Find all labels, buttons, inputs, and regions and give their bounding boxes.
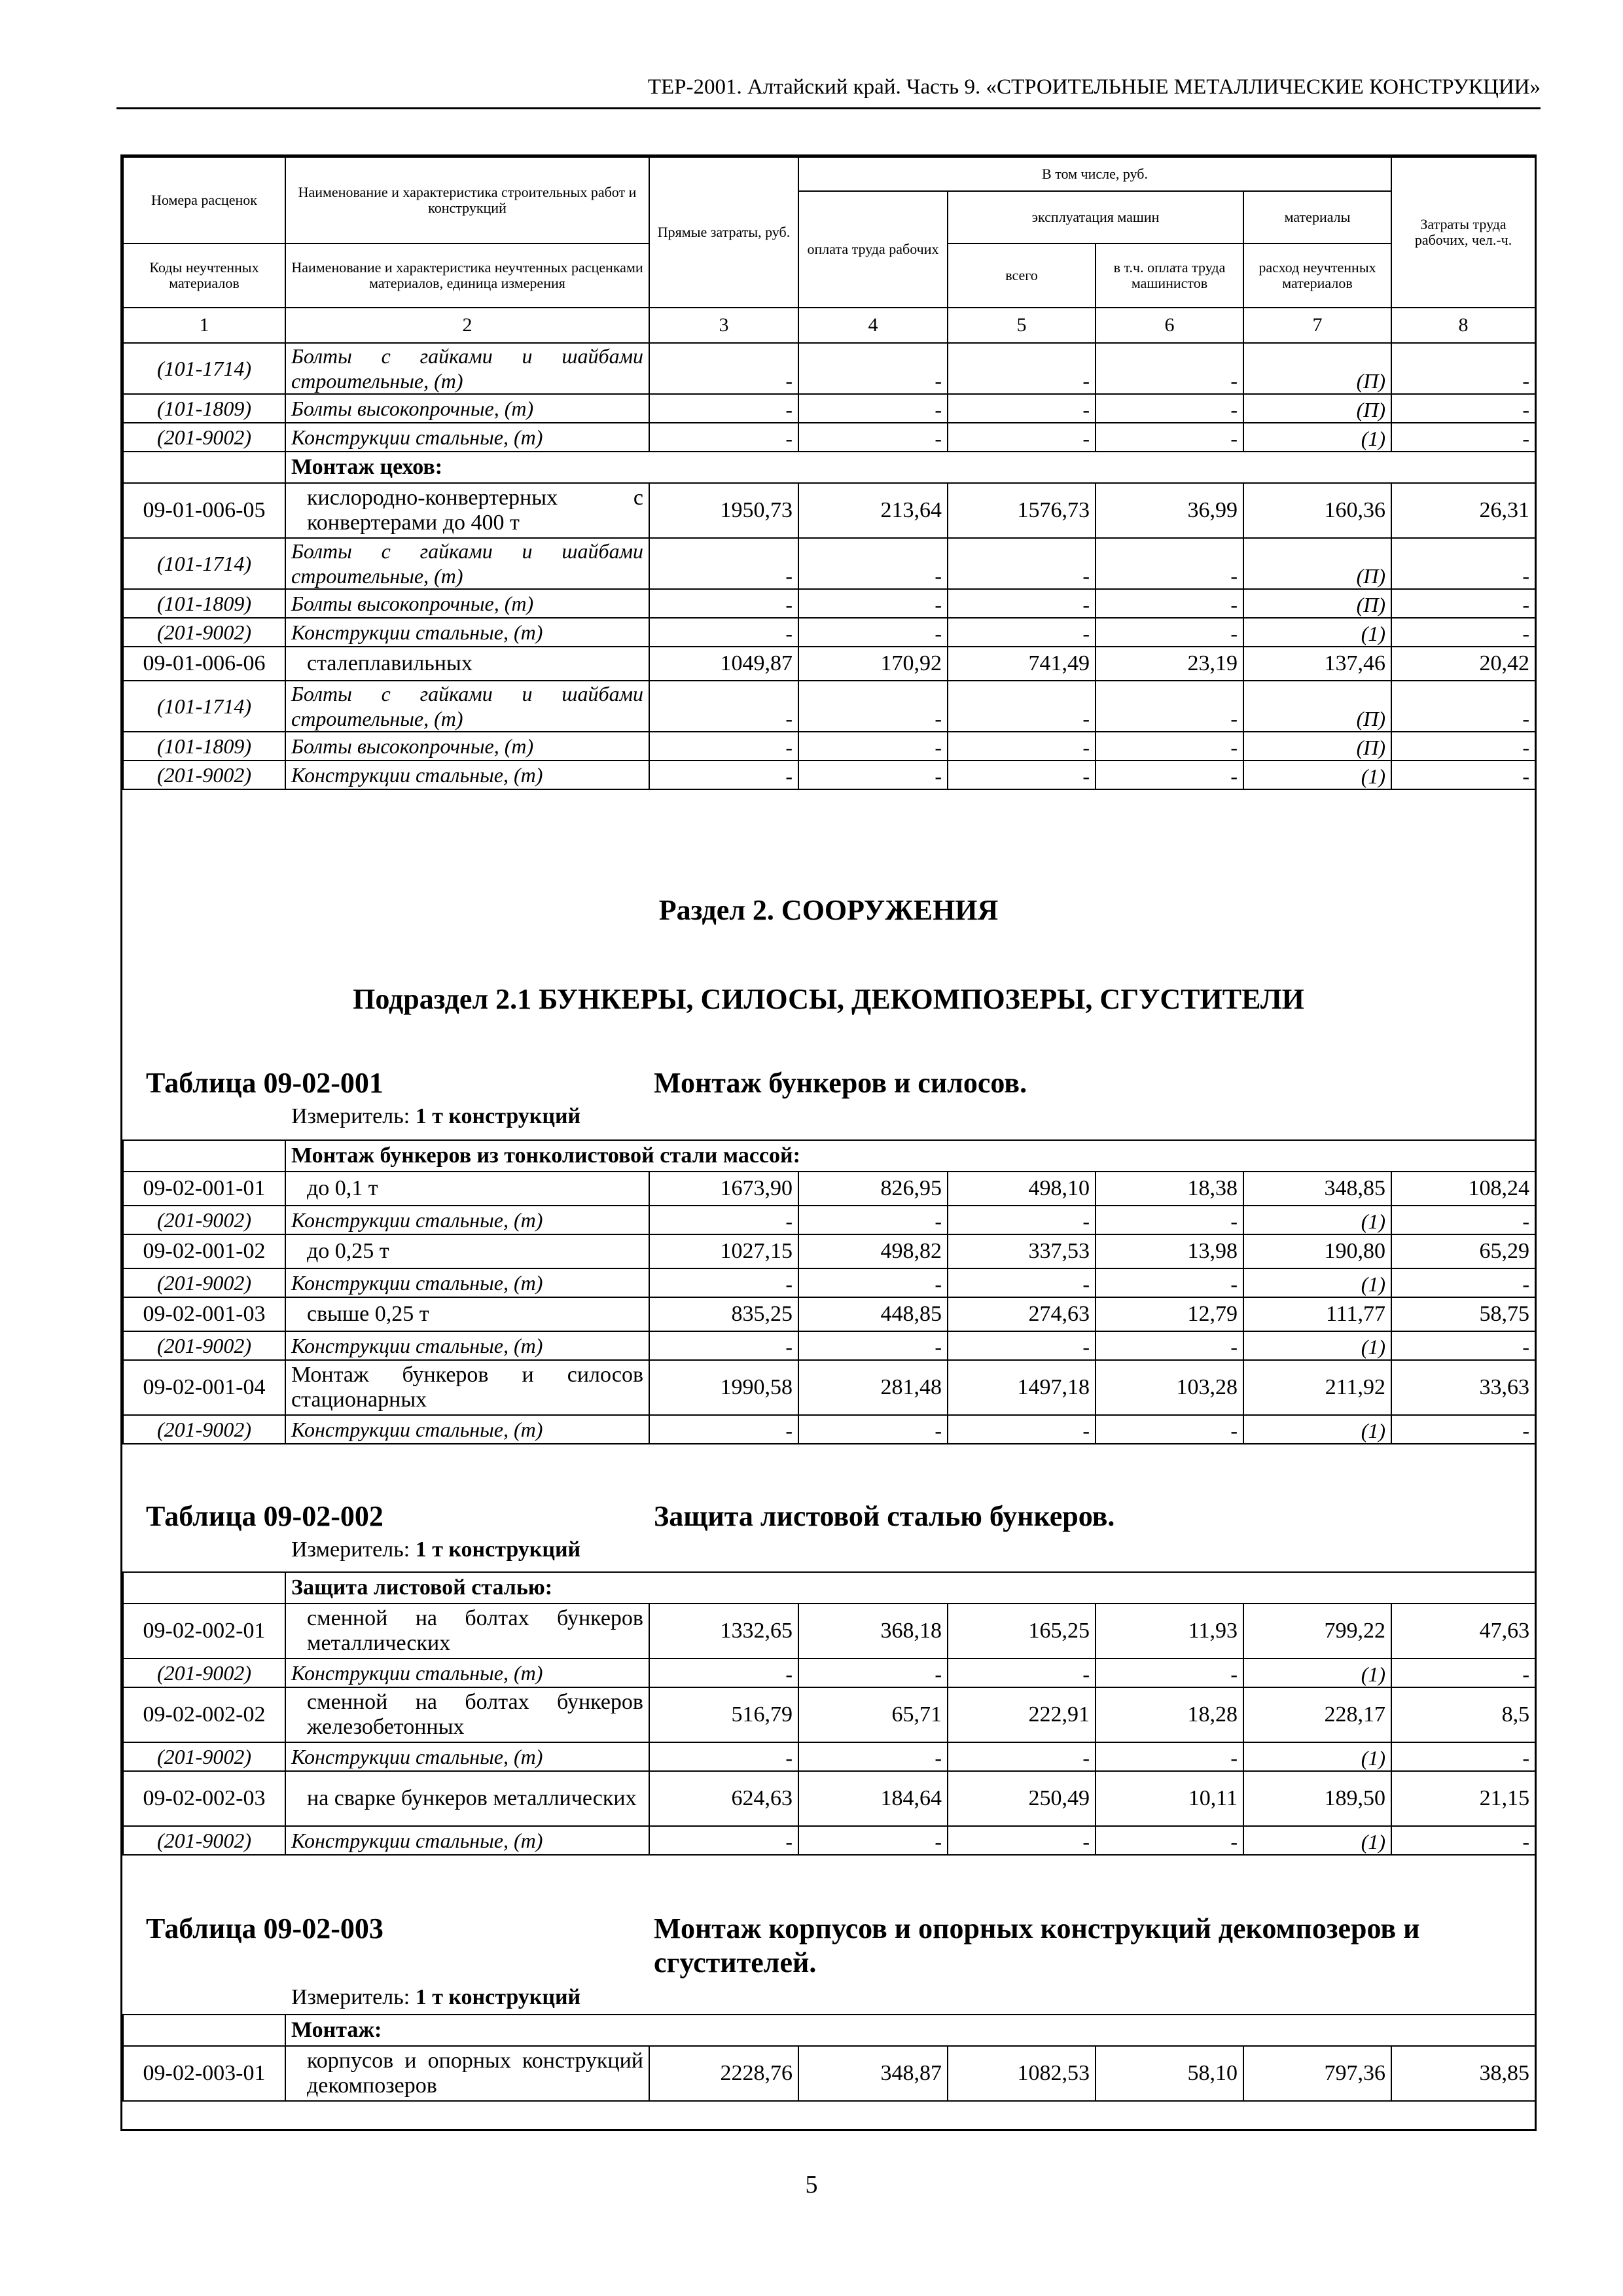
rate-code: 09-02-002-01 <box>123 1604 285 1659</box>
group-heading: Монтаж бункеров из тонколистовой стали массой: <box>285 1140 1535 1172</box>
col-number: 8 <box>1391 308 1535 343</box>
rate-code: 09-02-001-02 <box>123 1234 285 1268</box>
work-name: Монтаж бункеров и силосов стационарных <box>285 1360 649 1415</box>
material-row <box>123 732 1535 761</box>
group-heading-row <box>123 452 1535 483</box>
rate-code: 09-02-003-01 <box>123 2046 285 2101</box>
machines-total-cell: 1082,53 <box>948 2046 1096 2101</box>
col8-header: Затраты труда рабочих, чел.-ч. <box>1391 157 1535 308</box>
material-name: Конструкции стальные, (т) <box>285 1206 649 1234</box>
direct-cost-cell: 2228,76 <box>649 2046 798 2101</box>
measure-unit <box>291 1537 580 1562</box>
material-code: (101-1714) <box>123 343 285 394</box>
rate-code: 09-01-006-06 <box>123 647 285 681</box>
materials-cost-cell: (П) <box>1243 589 1391 618</box>
machinists-labor-cell: - <box>1096 1331 1243 1360</box>
direct-cost-cell: 835,25 <box>649 1297 798 1331</box>
labor-hours-cell: - <box>1391 732 1535 761</box>
empty-cell <box>123 1572 285 1604</box>
labor-cost-cell: - <box>798 1206 948 1234</box>
direct-cost-cell: 1950,73 <box>649 483 798 538</box>
col-number: 5 <box>948 308 1096 343</box>
col3-header: Прямые затраты, руб. <box>649 157 798 308</box>
labor-hours-cell: 65,29 <box>1391 1234 1535 1268</box>
labor-hours-cell: - <box>1391 343 1535 394</box>
direct-cost-cell: - <box>649 423 798 452</box>
machinists-labor-cell: 11,93 <box>1096 1604 1243 1659</box>
col2-header-bottom: Наименование и характеристика неучтенных расценками материалов, единица измерения <box>285 243 649 308</box>
labor-cost-cell: - <box>798 1659 948 1687</box>
machinists-labor-cell: 58,10 <box>1096 2046 1243 2101</box>
materials-cost-cell: 228,17 <box>1243 1687 1391 1742</box>
col-number: 1 <box>123 308 285 343</box>
labor-cost-cell: 213,64 <box>798 483 948 538</box>
material-name: Конструкции стальные, (т) <box>285 1826 649 1855</box>
machines-total-cell: - <box>948 732 1096 761</box>
labor-cost-cell: - <box>798 589 948 618</box>
labor-cost-cell: - <box>798 1826 948 1855</box>
rate-code: 09-02-001-01 <box>123 1172 285 1206</box>
labor-hours-cell: - <box>1391 423 1535 452</box>
material-row <box>123 538 1535 589</box>
rates-sheet <box>120 154 1537 2131</box>
machinists-labor-cell: - <box>1096 589 1243 618</box>
table-number: Таблица 09-02-001 <box>146 1067 383 1099</box>
machinists-labor-cell: - <box>1096 1206 1243 1234</box>
machinists-labor-cell: 18,38 <box>1096 1172 1243 1206</box>
labor-cost-cell: - <box>798 394 948 423</box>
labor-hours-cell: - <box>1391 1826 1535 1855</box>
col-number: 4 <box>798 308 948 343</box>
labor-cost-cell: - <box>798 1742 948 1771</box>
labor-cost-cell: 184,64 <box>798 1771 948 1826</box>
rate-code: 09-02-001-04 <box>123 1360 285 1415</box>
labor-hours-cell: - <box>1391 681 1535 732</box>
labor-hours-cell: 8,5 <box>1391 1687 1535 1742</box>
labor-cost-cell: 368,18 <box>798 1604 948 1659</box>
labor-hours-cell: 108,24 <box>1391 1172 1535 1206</box>
material-code: (101-1714) <box>123 681 285 732</box>
materials-cost-cell: (1) <box>1243 761 1391 789</box>
materials-cost-cell: (П) <box>1243 681 1391 732</box>
material-row <box>123 1659 1535 1687</box>
material-name: Болты высокопрочные, (т) <box>285 732 649 761</box>
material-row <box>123 1268 1535 1297</box>
machines-total-cell: - <box>948 1826 1096 1855</box>
machines-total-cell: 222,91 <box>948 1687 1096 1742</box>
machinists-labor-cell: - <box>1096 1742 1243 1771</box>
material-code: (101-1809) <box>123 732 285 761</box>
direct-cost-cell: 1027,15 <box>649 1234 798 1268</box>
labor-cost-cell: - <box>798 1268 948 1297</box>
materials-cost-cell: 348,85 <box>1243 1172 1391 1206</box>
machines-total-cell: - <box>948 394 1096 423</box>
empty-cell <box>123 2015 285 2046</box>
empty-cell <box>123 452 285 483</box>
material-row <box>123 589 1535 618</box>
labor-hours-cell: - <box>1391 1331 1535 1360</box>
labor-cost-cell: - <box>798 538 948 589</box>
labor-cost-cell: - <box>798 423 948 452</box>
running-header <box>116 71 1541 109</box>
labor-hours-cell: - <box>1391 761 1535 789</box>
materials-cost-cell: 137,46 <box>1243 647 1391 681</box>
material-name: Болты с гайками и шайбами строительные, (т) <box>285 538 649 589</box>
work-name: до 0,25 т <box>285 1234 649 1268</box>
work-name: кислородно-конвертерных с конвертерами до 400 т <box>285 483 649 538</box>
col-number: 2 <box>285 308 649 343</box>
materials-cost-cell: 797,36 <box>1243 2046 1391 2101</box>
material-row <box>123 1415 1535 1444</box>
labor-hours-cell: - <box>1391 1742 1535 1771</box>
materials-cost-cell: (1) <box>1243 1268 1391 1297</box>
material-code: (201-9002) <box>123 1268 285 1297</box>
machines-total-cell: 250,49 <box>948 1771 1096 1826</box>
material-row <box>123 423 1535 452</box>
direct-cost-cell: 1049,87 <box>649 647 798 681</box>
material-name: Болты с гайками и шайбами строительные, (т) <box>285 681 649 732</box>
rate-row <box>123 1297 1535 1331</box>
col1-header-bottom: Коды неучтенных материалов <box>123 243 285 308</box>
direct-cost-cell: - <box>649 1415 798 1444</box>
machinists-labor-cell: 12,79 <box>1096 1297 1243 1331</box>
machines-total-cell: - <box>948 761 1096 789</box>
material-code: (201-9002) <box>123 618 285 647</box>
machinists-labor-cell: - <box>1096 1826 1243 1855</box>
table-number: Таблица 09-02-003 <box>146 1912 383 1945</box>
machines-total-cell: 498,10 <box>948 1172 1096 1206</box>
machinists-labor-cell: - <box>1096 1659 1243 1687</box>
direct-cost-cell: - <box>649 538 798 589</box>
materials-cost-cell: (1) <box>1243 423 1391 452</box>
measure-label: Измеритель: <box>291 1104 410 1128</box>
measure-unit <box>291 1104 580 1129</box>
labor-hours-cell: - <box>1391 589 1535 618</box>
material-row <box>123 1206 1535 1234</box>
material-name: Конструкции стальные, (т) <box>285 1268 649 1297</box>
labor-cost-cell: - <box>798 732 948 761</box>
measure-value: 1 т конструкций <box>415 1537 581 1562</box>
work-name: корпусов и опорных конструкций декомпозеров <box>285 2046 649 2101</box>
labor-cost-cell: 281,48 <box>798 1360 948 1415</box>
direct-cost-cell: - <box>649 1659 798 1687</box>
materials-cost-cell: 111,77 <box>1243 1297 1391 1331</box>
material-row <box>123 394 1535 423</box>
column-numbers-row <box>123 308 1535 343</box>
work-name: сменной на болтах бункеров железобетонных <box>285 1687 649 1742</box>
machines-total-cell: - <box>948 538 1096 589</box>
labor-cost-cell: 65,71 <box>798 1687 948 1742</box>
direct-cost-cell: - <box>649 394 798 423</box>
direct-cost-cell: - <box>649 1206 798 1234</box>
rates-table-09-02-003 <box>122 2014 1536 2102</box>
labor-cost-cell: 170,92 <box>798 647 948 681</box>
machinists-labor-cell: 13,98 <box>1096 1234 1243 1268</box>
labor-cost-cell: - <box>798 343 948 394</box>
material-row <box>123 1826 1535 1855</box>
labor-hours-cell: - <box>1391 538 1535 589</box>
group-heading: Монтаж цехов: <box>285 452 1535 483</box>
materials-cost-cell: (1) <box>1243 1742 1391 1771</box>
machines-total-cell: - <box>948 1659 1096 1687</box>
work-name: на сварке бункеров металлических <box>285 1771 649 1826</box>
rate-code: 09-01-006-05 <box>123 483 285 538</box>
labor-hours-cell: 33,63 <box>1391 1360 1535 1415</box>
work-name: сталеплавильных <box>285 647 649 681</box>
group-heading-row <box>123 2015 1535 2046</box>
direct-cost-cell: 1990,58 <box>649 1360 798 1415</box>
materials-cost-cell: (П) <box>1243 538 1391 589</box>
materials-cost-cell: (1) <box>1243 1331 1391 1360</box>
machinists-labor-cell: 10,11 <box>1096 1771 1243 1826</box>
machines-total-cell: - <box>948 423 1096 452</box>
machinists-labor-cell: 23,19 <box>1096 647 1243 681</box>
material-name: Конструкции стальные, (т) <box>285 1742 649 1771</box>
materials-cost-cell: (1) <box>1243 1206 1391 1234</box>
rate-row <box>123 1234 1535 1268</box>
rates-table-09-02-002 <box>122 1571 1536 1856</box>
material-code: (101-1809) <box>123 394 285 423</box>
group-heading-row <box>123 1572 1535 1604</box>
machines-header: эксплуатация машин <box>948 191 1243 243</box>
material-name: Конструкции стальные, (т) <box>285 761 649 789</box>
rate-row <box>123 1687 1535 1742</box>
material-name: Болты высокопрочные, (т) <box>285 394 649 423</box>
materials-cost-cell: (1) <box>1243 1659 1391 1687</box>
labor-cost-cell: 448,85 <box>798 1297 948 1331</box>
including-header: В том числе, руб. <box>798 157 1391 191</box>
labor-hours-cell: 20,42 <box>1391 647 1535 681</box>
col-number: 7 <box>1243 308 1391 343</box>
rate-row <box>123 483 1535 538</box>
labor-cost-cell: - <box>798 761 948 789</box>
materials-cost-cell: (П) <box>1243 732 1391 761</box>
materials-cost-cell: (1) <box>1243 1415 1391 1444</box>
material-row <box>123 618 1535 647</box>
material-name: Болты с гайками и шайбами строительные, (т) <box>285 343 649 394</box>
machinists-labor-cell: - <box>1096 343 1243 394</box>
machines-total-cell: 274,63 <box>948 1297 1096 1331</box>
material-name: Конструкции стальные, (т) <box>285 1331 649 1360</box>
labor-hours-cell: - <box>1391 1268 1535 1297</box>
work-name: свыше 0,25 т <box>285 1297 649 1331</box>
labor-cost-cell: 498,82 <box>798 1234 948 1268</box>
machinists-labor-cell: - <box>1096 538 1243 589</box>
measure-label: Измеритель: <box>291 1537 410 1562</box>
material-code: (201-9002) <box>123 1742 285 1771</box>
subsection-title: Подраздел 2.1 БУНКЕРЫ, СИЛОСЫ, ДЕКОМПОЗЕРЫ, СГУСТИТЕЛИ <box>353 983 1304 1015</box>
labor-hours-cell: 58,75 <box>1391 1297 1535 1331</box>
machinists-labor-cell: - <box>1096 681 1243 732</box>
group-heading-row <box>123 1140 1535 1172</box>
direct-cost-cell: - <box>649 1826 798 1855</box>
materials-cost-cell: 211,92 <box>1243 1360 1391 1415</box>
col-number: 6 <box>1096 308 1243 343</box>
material-name: Конструкции стальные, (т) <box>285 618 649 647</box>
rate-row <box>123 647 1535 681</box>
machinists-labor-cell: - <box>1096 732 1243 761</box>
material-name: Конструкции стальные, (т) <box>285 1415 649 1444</box>
labor-hours-cell: 21,15 <box>1391 1771 1535 1826</box>
section-title: Раздел 2. СООРУЖЕНИЯ <box>658 894 999 926</box>
machinists-labor-cell: - <box>1096 1415 1243 1444</box>
material-code: (201-9002) <box>123 423 285 452</box>
material-code: (101-1714) <box>123 538 285 589</box>
rate-code: 09-02-001-03 <box>123 1297 285 1331</box>
measure-value: 1 т конструкций <box>415 1985 581 2009</box>
machines-total-cell: - <box>948 681 1096 732</box>
rate-row <box>123 1771 1535 1826</box>
col6-header: в т.ч. оплата труда машинистов <box>1096 243 1243 308</box>
machines-total-cell: - <box>948 1206 1096 1234</box>
direct-cost-cell: 1332,65 <box>649 1604 798 1659</box>
labor-hours-cell: 26,31 <box>1391 483 1535 538</box>
direct-cost-cell: - <box>649 1742 798 1771</box>
table-title: Монтаж бункеров и силосов. <box>654 1067 1027 1099</box>
material-name: Конструкции стальные, (т) <box>285 423 649 452</box>
rate-row <box>123 1172 1535 1206</box>
measure-value: 1 т конструкций <box>415 1104 581 1128</box>
table-number: Таблица 09-02-002 <box>146 1500 383 1532</box>
rate-row <box>123 1360 1535 1415</box>
empty-cell <box>123 1140 285 1172</box>
machines-total-cell: - <box>948 589 1096 618</box>
labor-hours-cell: - <box>1391 1206 1535 1234</box>
machines-total-cell: - <box>948 1742 1096 1771</box>
rate-code: 09-02-002-02 <box>123 1687 285 1742</box>
work-name: сменной на болтах бункеров металлических <box>285 1604 649 1659</box>
direct-cost-cell: 516,79 <box>649 1687 798 1742</box>
labor-cost-cell: - <box>798 618 948 647</box>
material-name: Болты высокопрочные, (т) <box>285 589 649 618</box>
materials-cost-cell: 189,50 <box>1243 1771 1391 1826</box>
direct-cost-cell: - <box>649 618 798 647</box>
col-number: 3 <box>649 308 798 343</box>
direct-cost-cell: 1673,90 <box>649 1172 798 1206</box>
direct-cost-cell: - <box>649 681 798 732</box>
materials-cost-cell: 160,36 <box>1243 483 1391 538</box>
rate-row <box>123 2046 1535 2101</box>
material-code: (201-9002) <box>123 1826 285 1855</box>
group-heading: Защита листовой сталью: <box>285 1572 1535 1604</box>
direct-cost-cell: - <box>649 589 798 618</box>
labor-hours-cell: - <box>1391 618 1535 647</box>
rates-table-09-02-001 <box>122 1139 1536 1444</box>
material-row <box>123 761 1535 789</box>
machinists-labor-cell: - <box>1096 1268 1243 1297</box>
materials-header: материалы <box>1243 191 1391 243</box>
running-header-title: ТЕР-2001. Алтайский край. Часть 9. «СТРОИТЕЛЬНЫЕ МЕТАЛЛИЧЕСКИЕ КОНСТРУКЦИИ» <box>647 75 1541 99</box>
machines-total-cell: 1497,18 <box>948 1360 1096 1415</box>
materials-cost-cell: (1) <box>1243 618 1391 647</box>
material-code: (201-9002) <box>123 1659 285 1687</box>
measure-unit <box>291 1985 580 2010</box>
labor-hours-cell: 38,85 <box>1391 2046 1535 2101</box>
labor-hours-cell: - <box>1391 394 1535 423</box>
labor-cost-cell: 826,95 <box>798 1172 948 1206</box>
labor-hours-cell: - <box>1391 1415 1535 1444</box>
machinists-labor-cell: 103,28 <box>1096 1360 1243 1415</box>
materials-cost-cell: (1) <box>1243 1826 1391 1855</box>
rates-table-main <box>122 156 1536 789</box>
material-code: (101-1809) <box>123 589 285 618</box>
material-row <box>123 1331 1535 1360</box>
machines-total-cell: - <box>948 343 1096 394</box>
col2-header-top: Наименование и характеристика строительных работ и конструкций <box>285 157 649 243</box>
labor-cost-cell: - <box>798 1331 948 1360</box>
materials-cost-cell: (П) <box>1243 343 1391 394</box>
material-row <box>123 681 1535 732</box>
direct-cost-cell: - <box>649 732 798 761</box>
col7-header: расход неучтенных материалов <box>1243 243 1391 308</box>
rate-code: 09-02-002-03 <box>123 1771 285 1826</box>
col5-header: всего <box>948 243 1096 308</box>
labor-hours-cell: - <box>1391 1659 1535 1687</box>
table-title: Защита листовой сталью бункеров. <box>654 1500 1115 1532</box>
material-row <box>123 343 1535 394</box>
machines-total-cell: - <box>948 618 1096 647</box>
machines-total-cell: 337,53 <box>948 1234 1096 1268</box>
material-code: (201-9002) <box>123 761 285 789</box>
work-name: до 0,1 т <box>285 1172 649 1206</box>
materials-cost-cell: 799,22 <box>1243 1604 1391 1659</box>
machines-total-cell: 165,25 <box>948 1604 1096 1659</box>
labor-hours-cell: 47,63 <box>1391 1604 1535 1659</box>
table-title: Монтаж корпусов и опорных конструкций декомпозеров и сгустителей. <box>654 1912 1420 1979</box>
direct-cost-cell: 624,63 <box>649 1771 798 1826</box>
rate-row <box>123 1604 1535 1659</box>
materials-cost-cell: 190,80 <box>1243 1234 1391 1268</box>
machines-total-cell: 741,49 <box>948 647 1096 681</box>
material-code: (201-9002) <box>123 1331 285 1360</box>
material-code: (201-9002) <box>123 1206 285 1234</box>
direct-cost-cell: - <box>649 1331 798 1360</box>
direct-cost-cell: - <box>649 761 798 789</box>
machines-total-cell: 1576,73 <box>948 483 1096 538</box>
machines-total-cell: - <box>948 1415 1096 1444</box>
machines-total-cell: - <box>948 1331 1096 1360</box>
machinists-labor-cell: - <box>1096 761 1243 789</box>
direct-cost-cell: - <box>649 1268 798 1297</box>
machinists-labor-cell: - <box>1096 394 1243 423</box>
labor-cost-cell: - <box>798 681 948 732</box>
direct-cost-cell: - <box>649 343 798 394</box>
col4-header: оплата труда рабочих <box>798 191 948 308</box>
material-code: (201-9002) <box>123 1415 285 1444</box>
labor-cost-cell: 348,87 <box>798 2046 948 2101</box>
measure-label: Измеритель: <box>291 1985 410 2009</box>
machines-total-cell: - <box>948 1268 1096 1297</box>
page-number: 5 <box>805 2171 818 2198</box>
labor-cost-cell: - <box>798 1415 948 1444</box>
machinists-labor-cell: 36,99 <box>1096 483 1243 538</box>
col1-header-top: Номера расценок <box>123 157 285 243</box>
materials-cost-cell: (П) <box>1243 394 1391 423</box>
machinists-labor-cell: - <box>1096 618 1243 647</box>
group-heading: Монтаж: <box>285 2015 1535 2046</box>
material-row <box>123 1742 1535 1771</box>
machinists-labor-cell: 18,28 <box>1096 1687 1243 1742</box>
material-name: Конструкции стальные, (т) <box>285 1659 649 1687</box>
machinists-labor-cell: - <box>1096 423 1243 452</box>
